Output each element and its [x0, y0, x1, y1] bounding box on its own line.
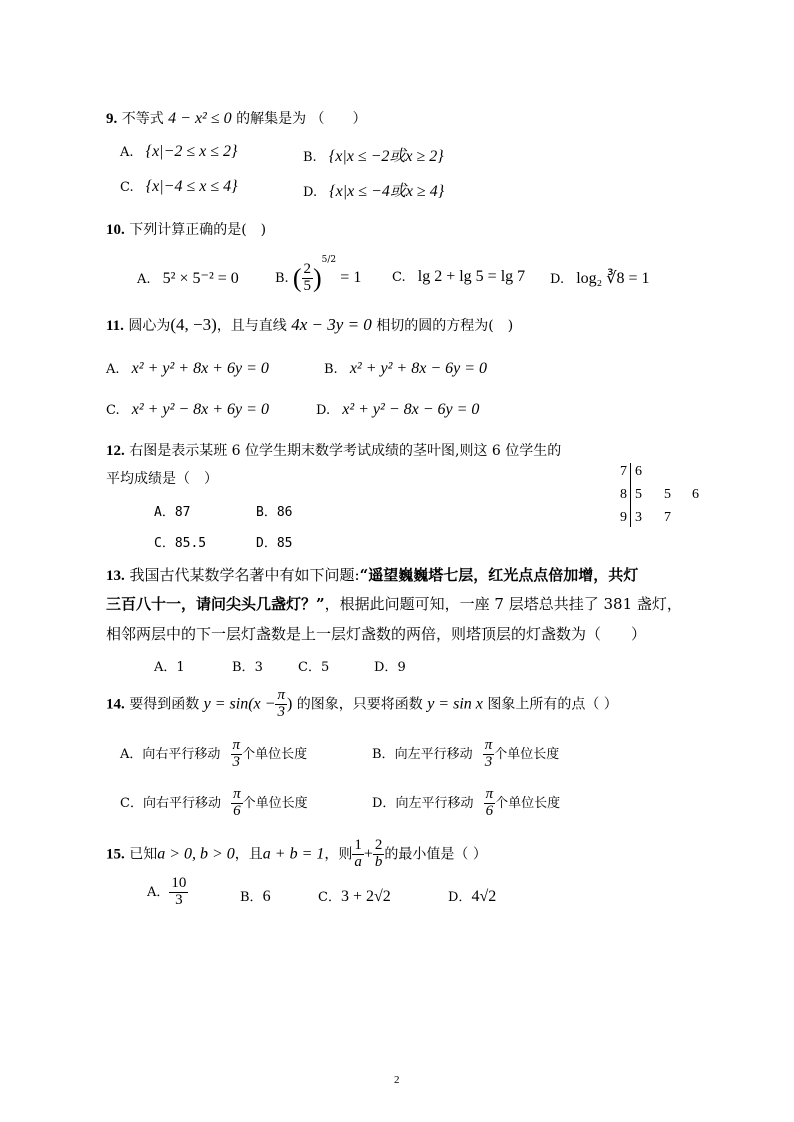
question-text: 的解集是为	[236, 111, 307, 127]
question-text: 圆心为	[128, 318, 171, 334]
option-text: 4√2	[471, 888, 497, 905]
question-text: ，且与直线	[216, 318, 287, 334]
question-12	[106, 440, 561, 460]
center-point: (4, −3)	[170, 315, 217, 334]
quote-text: “遥望巍巍塔七层，红光点点倍加增，共灯	[359, 566, 639, 584]
leaf: 5	[635, 487, 642, 502]
option-a	[154, 656, 185, 675]
quote-text: 三百八十一，请问尖头几盏灯？”	[106, 595, 325, 613]
function-expression-end: )	[286, 695, 293, 713]
option-d	[316, 401, 479, 419]
option-b	[232, 656, 263, 675]
option-label: A．	[120, 746, 143, 762]
option-b: B. ( $\frac{2}{5}$ )$^{5/2}$ = 1	[275, 255, 362, 294]
question-13-line2	[106, 593, 682, 614]
fraction-numerator: π	[233, 786, 241, 802]
option-label: C.	[106, 403, 120, 418]
stem: 9	[620, 510, 627, 525]
stem-divider	[630, 463, 631, 527]
option-label: B.	[303, 150, 317, 165]
option-d	[448, 886, 496, 906]
option-label: B．	[256, 505, 277, 520]
option-label: A.	[106, 362, 120, 377]
option-b	[256, 501, 292, 520]
question-text: 相切的圆的方程为( )	[376, 318, 514, 334]
option-text: 86	[276, 505, 293, 520]
question-13-line3: 相邻两层中的下一层灯盏数是上一层灯盏数的两倍，则塔顶层的灯盏数为（ ）	[106, 625, 647, 643]
fraction-denominator: 3	[175, 891, 183, 908]
question-text: 我国古代某数学名著中有如下问题:	[129, 566, 360, 584]
option-label: A.	[137, 272, 151, 287]
option-text: {x|x ≤ −4或x ≥ 4}	[329, 183, 445, 200]
option-label: B．	[232, 660, 255, 675]
condition: a + b = 1	[262, 845, 325, 863]
option-label: D.	[303, 185, 318, 200]
option-label: C.	[392, 270, 406, 285]
option-text: {x|x ≤ −2或x ≥ 2}	[328, 148, 444, 165]
option-a	[154, 501, 190, 520]
option-d	[550, 268, 649, 288]
option-text: log₂ ∛8 = 1	[576, 270, 650, 287]
leaf: 5	[664, 487, 671, 502]
inequality: 4 − x² ≤ 0	[168, 110, 232, 127]
question-text: ，根据此问题可知，一座 7 层塔总共挂了 381 盏灯，	[324, 595, 682, 613]
option-c	[154, 532, 206, 551]
option-label: A．	[154, 660, 177, 675]
option-label: A．	[147, 884, 170, 900]
option-text: 1	[176, 660, 185, 675]
fraction-denominator: 3	[277, 703, 285, 720]
option-b	[372, 738, 559, 771]
option-a	[147, 876, 188, 909]
fraction-denominator: 5	[303, 278, 311, 294]
option-d	[374, 656, 406, 675]
tangent-line: 4x − 3y = 0	[291, 315, 372, 334]
option-label: C．	[154, 536, 175, 551]
option-text: x² + y² + 8x − 6y = 0	[349, 360, 488, 377]
fraction-numerator: π	[232, 737, 241, 753]
option-label: C．	[318, 890, 341, 905]
option-text: 9	[397, 660, 406, 675]
option-label: B．	[372, 746, 395, 762]
option-direction: 向左平行移动	[395, 795, 474, 811]
answer-paren: （ ）	[310, 111, 367, 127]
fraction-denominator: 3	[484, 753, 493, 770]
leaf: 7	[664, 510, 671, 525]
option-label: D.	[550, 272, 565, 287]
question-number: 14.	[106, 696, 125, 713]
option-text: x² + y² + 8x + 6y = 0	[131, 360, 269, 377]
option-label: D．	[372, 795, 396, 811]
option-d	[303, 178, 444, 201]
leaf: 6	[635, 464, 642, 479]
option-unit: 个单位长度	[242, 746, 308, 762]
option-direction: 向右平行移动	[142, 746, 221, 762]
option-label: D.	[316, 403, 331, 418]
fraction-denominator: a	[354, 853, 362, 870]
exponent: 5/2	[321, 255, 337, 265]
option-text: 5	[320, 660, 330, 675]
fraction-numerator: π	[277, 687, 285, 703]
option-c	[120, 178, 238, 196]
option-label: D．	[256, 536, 277, 551]
option-label: B.	[275, 271, 289, 286]
option-text: 3 + 2√2	[340, 888, 391, 905]
option-text: 5² × 5⁻² = 0	[162, 270, 239, 287]
option-text: 85	[276, 536, 293, 551]
option-text: 6	[262, 888, 271, 905]
option-text: x² + y² − 8x − 6y = 0	[342, 401, 480, 418]
question-text: 的图象，只要将函数	[296, 696, 423, 713]
option-label: C.	[120, 180, 134, 195]
option-c	[106, 401, 269, 419]
question-13	[106, 564, 638, 585]
option-text: 85.5	[174, 536, 207, 551]
option-c	[392, 268, 525, 286]
option-text: 87	[174, 505, 191, 520]
question-number: 13.	[106, 568, 125, 584]
leaf: 6	[692, 487, 699, 502]
option-b	[240, 886, 271, 906]
fraction-numerator: π	[484, 737, 493, 753]
stem: 7	[620, 464, 627, 479]
option-unit: 个单位长度	[495, 795, 561, 811]
option-text: {x|−4 ≤ x ≤ 4}	[145, 178, 238, 195]
fraction-denominator: 3	[232, 753, 241, 770]
option-a	[120, 738, 307, 771]
option-a	[120, 143, 237, 161]
question-number: 15.	[106, 846, 125, 863]
option-text: 3	[254, 660, 263, 675]
option-direction: 向右平行移动	[142, 795, 221, 811]
question-number: 9.	[106, 111, 118, 127]
plus-sign: +	[363, 845, 373, 863]
option-a	[137, 268, 239, 288]
option-label: D．	[374, 660, 398, 675]
question-text: 要得到函数	[129, 696, 200, 713]
option-b	[303, 143, 444, 166]
option-c	[120, 787, 308, 820]
stem-row	[620, 464, 627, 480]
leaf: 3	[635, 510, 642, 525]
option-direction: 向左平行移动	[394, 746, 473, 762]
option-c	[298, 656, 329, 675]
question-14	[106, 688, 618, 721]
function-expression: y = sin x	[427, 695, 483, 713]
option-label: C．	[298, 660, 321, 675]
option-label: D．	[448, 890, 472, 905]
fraction-numerator: 2	[374, 837, 383, 853]
page-number: 2	[394, 1074, 400, 1086]
question-text: ，则	[324, 846, 353, 863]
option-text: x² + y² − 8x + 6y = 0	[131, 401, 269, 418]
fraction-denominator: 6	[485, 802, 494, 819]
question-number: 11.	[106, 318, 124, 334]
option-label: A.	[120, 145, 134, 160]
option-label: B.	[324, 362, 338, 377]
question-text: 不等式	[121, 111, 164, 127]
option-text: = 1	[340, 269, 362, 286]
option-label: B．	[240, 890, 263, 905]
fraction-numerator: 1	[354, 837, 362, 853]
stem: 8	[620, 487, 627, 502]
option-label: A．	[154, 505, 175, 520]
question-9	[106, 108, 367, 128]
option-unit: 个单位长度	[494, 746, 560, 762]
question-text: 下列计算正确的是( )	[129, 222, 267, 238]
question-text: ，且	[234, 846, 263, 863]
condition: a > 0, b > 0	[157, 845, 235, 863]
fraction-denominator: 6	[233, 802, 241, 819]
option-label: C．	[120, 795, 143, 811]
option-text: {x|−2 ≤ x ≤ 2}	[145, 143, 238, 160]
option-d	[256, 532, 292, 551]
question-text-line2: 平均成绩是（ ）	[106, 471, 218, 487]
option-d	[372, 787, 560, 820]
question-text: 的最小值是（ ）	[384, 846, 487, 863]
option-unit: 个单位长度	[242, 795, 308, 811]
option-c	[318, 886, 391, 906]
fraction-numerator: π	[485, 786, 494, 802]
question-10	[106, 219, 266, 239]
fraction-denominator: b	[374, 853, 383, 870]
question-text: 图象上所有的点（ ）	[487, 696, 618, 713]
option-a	[106, 360, 269, 378]
question-text: 右图是表示某班 6 位学生期末数学考试成绩的茎叶图,则这 6 位学生的	[129, 443, 562, 459]
question-15	[106, 838, 487, 871]
fraction-numerator: 2	[303, 261, 311, 278]
question-11	[106, 315, 513, 335]
question-number: 12.	[106, 443, 125, 459]
option-b	[324, 360, 487, 378]
option-text: lg 2 + lg 5 = lg 7	[417, 268, 526, 285]
function-expression: y = sin(x −	[203, 695, 276, 713]
question-text: 已知	[129, 846, 158, 863]
question-number: 10.	[106, 222, 125, 238]
fraction-numerator: 10	[171, 875, 187, 891]
